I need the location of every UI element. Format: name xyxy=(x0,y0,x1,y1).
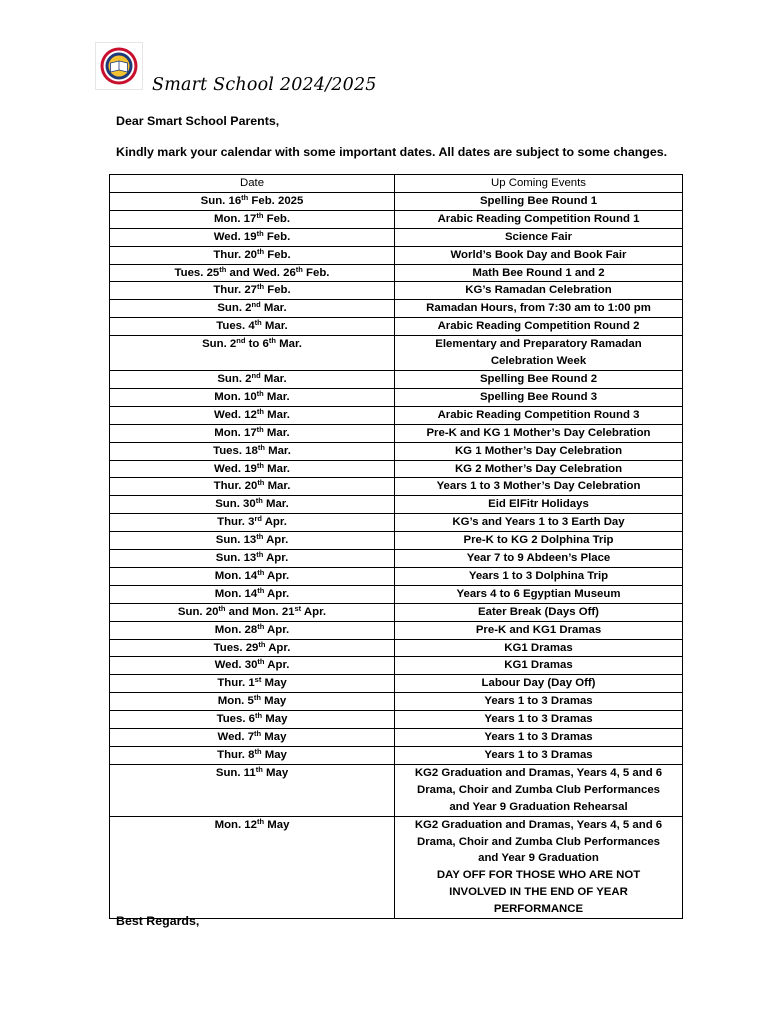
table-row xyxy=(110,585,683,603)
event-date: Thur. 20th Mar. xyxy=(110,478,395,496)
event-date: Mon. 14th Apr. xyxy=(110,585,395,603)
date-ordinal-suffix: th xyxy=(255,496,263,506)
table-row xyxy=(110,192,683,210)
event-description: Pre-K and KG 1 Mother’s Day Celebration xyxy=(395,424,683,442)
date-ordinal-suffix: th xyxy=(258,639,266,649)
event-date: Tues. 4th Mar. xyxy=(110,318,395,336)
event-date: Thur. 27th Feb. xyxy=(110,282,395,300)
event-description: Eater Break (Days Off) xyxy=(395,603,683,621)
date-ordinal-suffix: nd xyxy=(251,370,261,380)
table-row xyxy=(110,514,683,532)
table-header-row xyxy=(110,175,683,193)
table-row xyxy=(110,282,683,300)
event-date: Sun. 2nd Mar. xyxy=(110,300,395,318)
event-line: Drama, Choir and Zumba Club Performances xyxy=(416,835,661,848)
event-date: Thur. 1st May xyxy=(110,675,395,693)
table-row xyxy=(110,424,683,442)
table-row xyxy=(110,550,683,568)
date-ordinal-suffix: th xyxy=(257,621,265,631)
event-date: Sun. 13th Apr. xyxy=(110,550,395,568)
event-date: Wed. 30th Apr. xyxy=(110,657,395,675)
date-ordinal-suffix: th xyxy=(253,693,261,703)
table-row xyxy=(110,729,683,747)
table-row xyxy=(110,388,683,406)
event-date: Tues. 18th Mar. xyxy=(110,442,395,460)
event-description xyxy=(395,764,683,816)
event-date: Mon. 12th May xyxy=(110,816,395,918)
event-date: Mon. 14th Apr. xyxy=(110,567,395,585)
date-ordinal-suffix: th xyxy=(256,550,264,560)
date-ordinal-suffix: th xyxy=(254,711,263,721)
column-header-events: Up Coming Events xyxy=(395,175,683,193)
date-ordinal-suffix: th xyxy=(219,264,227,274)
event-description: KG1 Dramas xyxy=(395,657,683,675)
intro-text: Kindly mark your calendar with some important dates. All dates are subject to some changes. xyxy=(116,145,668,159)
table-row xyxy=(110,478,683,496)
table-row xyxy=(110,370,683,388)
event-description: Years 1 to 3 Dramas xyxy=(395,747,683,765)
event-description: Arabic Reading Competition Round 2 xyxy=(395,318,683,336)
date-ordinal-suffix: th xyxy=(257,478,265,488)
event-description: Pre-K to KG 2 Dolphina Trip xyxy=(395,532,683,550)
table-row xyxy=(110,816,683,918)
date-ordinal-suffix: th xyxy=(257,246,265,256)
event-description: Arabic Reading Competition Round 3 xyxy=(395,406,683,424)
event-date: Sun. 30th Mar. xyxy=(110,496,395,514)
table-row xyxy=(110,711,683,729)
school-logo xyxy=(95,42,143,90)
events-table xyxy=(109,174,683,919)
date-ordinal-suffix: nd xyxy=(251,300,261,310)
event-description: KG 2 Mother’s Day Celebration xyxy=(395,460,683,478)
date-ordinal-suffix: th xyxy=(254,318,262,328)
date-ordinal-suffix: th xyxy=(256,228,264,238)
event-description: Spelling Bee Round 3 xyxy=(395,388,683,406)
table-row xyxy=(110,621,683,639)
table-row xyxy=(110,639,683,657)
event-date: Mon. 17th Feb. xyxy=(110,210,395,228)
event-description: World’s Book Day and Book Fair xyxy=(395,246,683,264)
event-line: and Year 9 Graduation xyxy=(478,852,599,865)
event-description: Pre-K and KG1 Dramas xyxy=(395,621,683,639)
event-date: Thur. 20th Feb. xyxy=(110,246,395,264)
event-date: Wed. 19th Mar. xyxy=(110,460,395,478)
event-date: Thur. 3rd Apr. xyxy=(110,514,395,532)
date-ordinal-suffix: th xyxy=(256,816,265,826)
greeting-text: Dear Smart School Parents, xyxy=(116,114,280,128)
event-date: Mon. 17th Mar. xyxy=(110,424,395,442)
date-ordinal-suffix: nd xyxy=(236,336,246,346)
event-description: Math Bee Round 1 and 2 xyxy=(395,264,683,282)
table-row xyxy=(110,442,683,460)
event-date: Mon. 28th Apr. xyxy=(110,621,395,639)
event-description: KG1 Dramas xyxy=(395,639,683,657)
table-row xyxy=(110,228,683,246)
event-description: Years 1 to 3 Mother’s Day Celebration xyxy=(395,478,683,496)
date-ordinal-suffix: th xyxy=(241,192,249,202)
table-row xyxy=(110,693,683,711)
event-date: Tues. 25th and Wed. 26th Feb. xyxy=(110,264,395,282)
event-description: KG’s Ramadan Celebration xyxy=(395,282,683,300)
date-ordinal-suffix: th xyxy=(268,336,276,346)
event-date: Sun. 20th and Mon. 21st Apr. xyxy=(110,603,395,621)
event-date: Tues. 6th May xyxy=(110,711,395,729)
table-row xyxy=(110,264,683,282)
event-line: Elementary and Preparatory Ramadan xyxy=(435,338,642,351)
event-line: INVOLVED IN THE END OF YEAR xyxy=(449,886,628,899)
events-table-body xyxy=(110,192,683,918)
event-date: Sun. 2nd to 6th Mar. xyxy=(110,336,395,371)
event-description: Labour Day (Day Off) xyxy=(395,675,683,693)
event-description: Years 1 to 3 Dramas xyxy=(395,711,683,729)
date-ordinal-suffix: th xyxy=(254,747,262,756)
event-description: KG’s and Years 1 to 3 Earth Day xyxy=(395,514,683,532)
event-date: Sun. 13th Apr. xyxy=(110,532,395,550)
event-date: Tues. 29th Apr. xyxy=(110,639,395,657)
date-ordinal-suffix: th xyxy=(257,657,265,667)
date-ordinal-suffix: th xyxy=(257,442,265,452)
event-date: Wed. 12th Mar. xyxy=(110,406,395,424)
date-ordinal-suffix: th xyxy=(218,603,226,613)
table-row xyxy=(110,764,683,816)
date-ordinal-suffix: th xyxy=(254,729,262,739)
event-line: KG2 Graduation and Dramas, Years 4, 5 and 6 xyxy=(414,766,663,779)
event-description: Spelling Bee Round 2 xyxy=(395,370,683,388)
event-date: Thur. 8th May xyxy=(110,747,395,765)
date-ordinal-suffix: st xyxy=(294,603,302,613)
event-description: Years 1 to 3 Dolphina Trip xyxy=(395,567,683,585)
date-ordinal-suffix: th xyxy=(257,567,265,577)
date-ordinal-suffix: th xyxy=(256,210,264,220)
date-ordinal-suffix: th xyxy=(256,460,264,470)
table-row xyxy=(110,532,683,550)
event-description: Years 4 to 6 Egyptian Museum xyxy=(395,585,683,603)
table-row xyxy=(110,747,683,765)
table-row xyxy=(110,210,683,228)
closing-text: Best Regards, xyxy=(116,914,200,928)
date-ordinal-suffix: th xyxy=(256,406,264,416)
event-date: Wed. 19th Feb. xyxy=(110,228,395,246)
date-ordinal-suffix: rd xyxy=(254,514,262,524)
date-ordinal-suffix: th xyxy=(256,424,264,434)
table-row xyxy=(110,657,683,675)
event-line: and Year 9 Graduation Rehearsal xyxy=(449,800,628,813)
date-ordinal-suffix: th xyxy=(255,764,263,774)
event-description: Spelling Bee Round 1 xyxy=(395,192,683,210)
event-description: Years 1 to 3 Dramas xyxy=(395,729,683,747)
table-row xyxy=(110,246,683,264)
table-row xyxy=(110,567,683,585)
event-date: Wed. 7th May xyxy=(110,729,395,747)
event-date: Sun. 16th Feb. 2025 xyxy=(110,192,395,210)
event-line: PERFORMANCE xyxy=(493,903,584,916)
event-date: Sun. 2nd Mar. xyxy=(110,370,395,388)
date-ordinal-suffix: th xyxy=(256,532,264,542)
smart-school-crest-icon xyxy=(99,46,139,86)
date-ordinal-suffix: st xyxy=(254,675,262,685)
column-header-date: Date xyxy=(110,175,395,193)
event-line: Celebration Week xyxy=(490,355,587,368)
date-ordinal-suffix: th xyxy=(256,388,264,398)
table-row xyxy=(110,336,683,371)
table-row xyxy=(110,300,683,318)
table-row xyxy=(110,496,683,514)
table-row xyxy=(110,603,683,621)
event-description xyxy=(395,336,683,371)
event-description: Ramadan Hours, from 7:30 am to 1:00 pm xyxy=(395,300,683,318)
event-description: Arabic Reading Competition Round 1 xyxy=(395,210,683,228)
date-ordinal-suffix: th xyxy=(257,585,265,595)
event-date: Mon. 10th Mar. xyxy=(110,388,395,406)
table-row xyxy=(110,460,683,478)
table-row xyxy=(110,406,683,424)
event-description xyxy=(395,816,683,918)
date-ordinal-suffix: th xyxy=(295,264,303,274)
event-date: Sun. 11th May xyxy=(110,764,395,816)
event-date: Mon. 5th May xyxy=(110,693,395,711)
event-line: DAY OFF FOR THOSE WHO ARE NOT xyxy=(436,869,641,882)
event-line: KG2 Graduation and Dramas, Years 4, 5 and 6 xyxy=(414,818,663,831)
event-description: KG 1 Mother’s Day Celebration xyxy=(395,442,683,460)
event-description: Science Fair xyxy=(395,228,683,246)
date-ordinal-suffix: th xyxy=(257,282,265,292)
event-description: Years 1 to 3 Dramas xyxy=(395,693,683,711)
table-row xyxy=(110,318,683,336)
table-row xyxy=(110,675,683,693)
event-description: Eid ElFitr Holidays xyxy=(395,496,683,514)
event-description: Year 7 to 9 Abdeen’s Place xyxy=(395,550,683,568)
page-title: Smart School 2024/2025 xyxy=(152,75,377,95)
event-line: Drama, Choir and Zumba Club Performances xyxy=(416,783,661,796)
